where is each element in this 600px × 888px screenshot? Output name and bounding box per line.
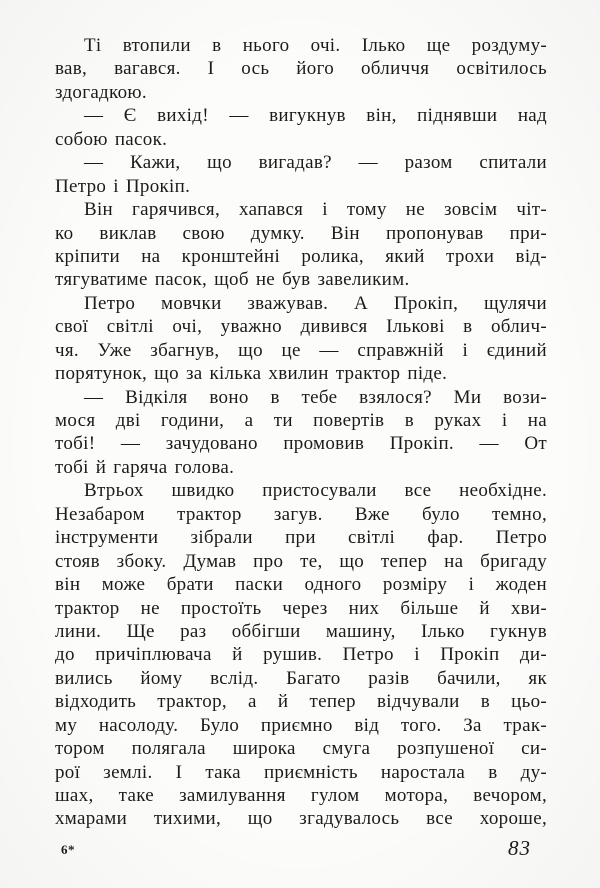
signature-mark: 6* [61, 842, 75, 857]
text-line: Петро мовчки зважував. А Прокіп, щулячи [84, 292, 547, 314]
paragraph [55, 292, 547, 386]
text-line: кріпити на кронштейні ролика, який трохи від- [55, 245, 547, 267]
text-line: ко виклав свою думку. Він пропонував при- [55, 222, 547, 244]
paragraph [55, 479, 547, 831]
text-line: му насолоду. Було приємно від того. За трак- [55, 714, 547, 736]
text-line: — Відкіля воно в тебе взялося? Ми вози- [84, 386, 547, 408]
text-line: стояв збоку. Думав про те, що тепер на бригаду [55, 550, 547, 572]
text-line: відходить трактор, а й тепер відчували в цьо- [55, 691, 547, 713]
text-line: до причіплювача й рушив. Петро і Прокіп ди- [55, 644, 547, 666]
text-line: лини. Ще раз оббігши машину, Ілько гукнув [55, 620, 547, 642]
paragraph [55, 104, 547, 151]
text-line: інструменти зібрали при світлі фар. Петро [55, 527, 547, 549]
text-line: він може брати паски одного розміру і жоден [55, 574, 547, 596]
paragraph [55, 198, 547, 292]
text-line: Він гарячився, хапався і тому не зовсім чіт- [84, 199, 547, 221]
text-line: шах, таке замилування гулом мотора, вечором, [55, 785, 547, 806]
text-line: Петро і Прокіп. [55, 175, 191, 197]
text-line: тобі! — зачудовано промовив Прокіп. — От [55, 433, 547, 455]
text-line: — Є вихід! — вигукнув він, піднявши над [84, 105, 547, 127]
page-number: 83 [508, 836, 531, 860]
paragraph [55, 386, 547, 480]
text-line: тягуватиме пасок, щоб не був завеликим. [55, 269, 410, 291]
paragraph [55, 34, 547, 104]
text-line: хмарами тихими, що згадувалось все хороше, [55, 808, 547, 830]
text-line: вились йому вслід. Багато разів бачили, як [55, 667, 547, 689]
text-line: Ті втопили в нього очі. Ілько ще роздуму- [84, 35, 547, 56]
text-line: Втрьох швидко пристосували все необхідне. [84, 480, 547, 502]
text-line: собою пасок. [55, 128, 168, 150]
text-line: здогадкою. [55, 81, 147, 103]
text-line: чя. Уже збагнув, що це — справжній і єдиний [55, 339, 547, 361]
text-line: — Кажи, що вигадав? — разом спитали [84, 152, 547, 174]
text-line: Незабаром трактор загув. Вже було темно, [55, 503, 547, 525]
text-line: порятунок, що за кілька хвилин трактор піде. [55, 363, 448, 385]
text-line: мося дві години, а ти повертів в руках і на [55, 410, 547, 431]
text-line: трактор не простоїть через них більше й хви- [55, 597, 547, 619]
text-line: тором полягала широка смуга розпушеної си- [55, 738, 547, 760]
text-line: рої землі. І така приємність наростала в ду- [55, 761, 547, 783]
text-line: вав, вагався. І ось його обличчя освітилось [55, 58, 547, 80]
page-footer [55, 836, 545, 866]
text-block [55, 34, 547, 831]
text-line: тобі й гаряча голова. [55, 456, 235, 478]
paragraph [55, 151, 547, 198]
text-line: свої світлі очі, уважно дивився Ількові в облич- [55, 316, 547, 338]
